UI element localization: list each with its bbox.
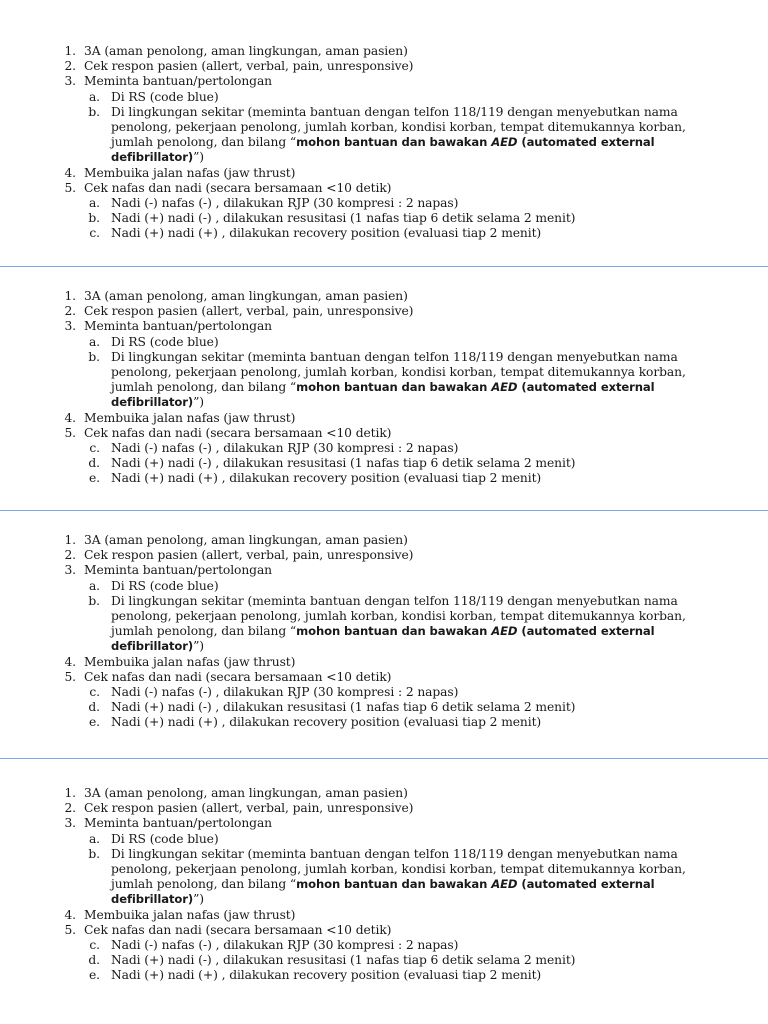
list-item (0, 801, 768, 816)
list-item-text: Membuika jalan nafas (jaw thrust) (84, 410, 296, 425)
list-item-text: Membuika jalan nafas (jaw thrust) (84, 165, 296, 180)
list-item-text: penolong, pekerjaan penolong, jumlah korban, kondisi korban, tempat ditemukannya korban, (111, 609, 686, 623)
list-item-text: Di lingkungan sekitar (meminta bantuan dengan telfon 118/119 dengan menyebutkan nama (111, 349, 678, 364)
list-marker: a. (88, 196, 100, 210)
list-marker: d. (88, 953, 100, 968)
italic-aed-text: AED (491, 877, 518, 892)
section-divider (0, 758, 768, 759)
list-item (0, 304, 768, 319)
list-item-text: Meminta bantuan/pertolongan (84, 74, 272, 89)
list-item-text: Nadi (+) nadi (-) , dilakukan resusitasi (1 nafas tiap 6 detik selama 2 menit) (111, 953, 576, 968)
list-item (0, 44, 768, 59)
list-item-text: penolong, pekerjaan penolong, jumlah korban, kondisi korban, tempat ditemukannya korban, (111, 365, 686, 379)
list-marker: a. (88, 334, 100, 349)
list-marker: a. (88, 89, 100, 104)
plain-text: ”) (193, 395, 204, 410)
list-marker: 2. (64, 801, 76, 816)
list-marker: 4. (64, 907, 76, 922)
list-item-text: Cek respon pasien (allert, verbal, pain, unresponsive) (84, 548, 414, 563)
sub-list-item-continuation (0, 135, 768, 150)
list-marker: 3. (64, 816, 76, 831)
bold-text: defibrillator) (111, 892, 194, 907)
list-item-text: Nadi (-) nafas (-) , dilakukan RJP (30 kompresi : 2 napas) (111, 685, 459, 699)
list-item-text: Di RS (code blue) (111, 334, 219, 349)
sub-list-item-continuation (0, 892, 768, 907)
list-item-text: Nadi (+) nadi (-) , dilakukan resusitasi (1 nafas tiap 6 detik selama 2 menit) (111, 700, 576, 715)
list-item-text: Di lingkungan sekitar (meminta bantuan dengan telfon 118/119 dengan menyebutkan nama (111, 593, 678, 608)
list-marker: 1. (64, 533, 76, 547)
list-marker: d. (88, 456, 100, 471)
list-item-text: Di lingkungan sekitar (meminta bantuan dengan telfon 118/119 dengan menyebutkan nama (111, 846, 678, 861)
list-item-text: penolong, pekerjaan penolong, jumlah korban, kondisi korban, tempat ditemukannya korban, (111, 862, 686, 876)
list-item-text: 3A (aman penolong, aman lingkungan, aman pasien) (84, 44, 408, 58)
sub-list-item-continuation (0, 877, 768, 892)
list-item-text: penolong, pekerjaan penolong, jumlah korban, kondisi korban, tempat ditemukannya korban, (111, 120, 686, 134)
italic-aed-text: AED (491, 135, 518, 150)
sub-list-item (0, 579, 768, 594)
list-item-text: Meminta bantuan/pertolongan (84, 319, 272, 334)
list-marker: 3. (64, 74, 76, 89)
sub-list-item (0, 471, 768, 486)
bold-text: mohon bantuan dan bawakan (296, 624, 492, 639)
list-marker: 5. (64, 180, 76, 195)
list-marker: 5. (64, 669, 76, 684)
plain-text: jumlah penolong, dan bilang “ (111, 877, 297, 892)
list-marker: e. (89, 471, 100, 486)
list-marker: 5. (64, 425, 76, 440)
sub-list-item-continuation (0, 395, 768, 410)
list-item-text (111, 639, 204, 654)
section-divider (0, 510, 768, 511)
bold-request-text (296, 380, 654, 394)
list-marker: c. (89, 938, 100, 952)
list-item-text (111, 135, 655, 150)
list-item-text: Di lingkungan sekitar (meminta bantuan dengan telfon 118/119 dengan menyebutkan nama (111, 104, 678, 119)
list-item-text: Nadi (+) nadi (+) , dilakukan recovery position (evaluasi tiap 2 menit) (111, 968, 542, 983)
list-marker: b. (88, 104, 100, 119)
plain-text: ”) (193, 639, 204, 654)
sub-list-item (0, 715, 768, 730)
list-marker: 3. (64, 563, 76, 578)
list-item (0, 533, 768, 548)
list-marker: 1. (64, 44, 76, 58)
sub-list-item-continuation (0, 120, 768, 135)
sub-list-item (0, 211, 768, 226)
sub-list-item (0, 441, 768, 456)
list-item-text: Cek nafas dan nadi (secara bersamaan <10 detik) (84, 922, 392, 937)
bold-text: defibrillator) (111, 395, 194, 410)
list-item (0, 289, 768, 304)
list-marker: 2. (64, 304, 76, 319)
sub-list-item (0, 938, 768, 953)
sub-list-item (0, 226, 768, 241)
list-item (0, 426, 768, 441)
sub-list-item (0, 832, 768, 847)
list-marker: a. (88, 831, 100, 846)
sub-list-item (0, 456, 768, 471)
sub-list-item (0, 196, 768, 211)
list-item-text (111, 892, 204, 907)
list-marker: c. (89, 441, 100, 455)
list-marker: 3. (64, 319, 76, 334)
sub-list-item-continuation (0, 639, 768, 654)
italic-aed-text: AED (491, 624, 518, 639)
sub-list-item-continuation (0, 150, 768, 165)
list-item-text: Cek respon pasien (allert, verbal, pain, unresponsive) (84, 801, 414, 816)
bold-text: mohon bantuan dan bawakan (296, 380, 492, 395)
bold-text: (automated external (517, 877, 655, 892)
list-marker: 4. (64, 165, 76, 180)
list-item-text (111, 624, 655, 639)
list-marker: d. (88, 700, 100, 715)
list-item-text: Meminta bantuan/pertolongan (84, 816, 272, 831)
sub-list-item (0, 594, 768, 609)
list-item-text: Meminta bantuan/pertolongan (84, 563, 272, 578)
plain-text: ”) (193, 150, 204, 165)
list-marker: e. (89, 715, 100, 730)
sub-list-item-continuation (0, 609, 768, 624)
list-item-text: Nadi (+) nadi (+) , dilakukan recovery position (evaluasi tiap 2 menit) (111, 226, 542, 241)
section-divider (0, 266, 768, 267)
list-item-text: Nadi (+) nadi (-) , dilakukan resusitasi (1 nafas tiap 6 detik selama 2 menit) (111, 456, 576, 471)
list-item (0, 655, 768, 670)
plain-text: jumlah penolong, dan bilang “ (111, 380, 297, 395)
list-marker: a. (88, 578, 100, 593)
list-item-text (111, 380, 655, 395)
list-item-text: Membuika jalan nafas (jaw thrust) (84, 907, 296, 922)
list-item-text: Cek nafas dan nadi (secara bersamaan <10 detik) (84, 425, 392, 440)
list-item-text: 3A (aman penolong, aman lingkungan, aman pasien) (84, 289, 408, 303)
list-marker: b. (88, 349, 100, 364)
sub-list-item (0, 700, 768, 715)
list-item (0, 59, 768, 74)
list-item (0, 670, 768, 685)
list-item (0, 319, 768, 334)
list-item (0, 74, 768, 89)
bold-text: defibrillator) (111, 639, 194, 654)
list-item (0, 563, 768, 578)
list-marker: 1. (64, 289, 76, 303)
list-item (0, 166, 768, 181)
bold-request-text (296, 135, 654, 149)
bold-text: (automated external (517, 624, 655, 639)
sub-list-item (0, 685, 768, 700)
list-marker: 5. (64, 922, 76, 937)
sub-list-item (0, 953, 768, 968)
list-item-text (111, 395, 204, 410)
list-item (0, 411, 768, 426)
list-item-text (111, 877, 655, 892)
list-marker: 2. (64, 548, 76, 563)
sub-list-item-continuation (0, 862, 768, 877)
list-item-text: Di RS (code blue) (111, 578, 219, 593)
sub-list-item (0, 968, 768, 983)
list-item-text (111, 150, 204, 165)
list-item-text: Nadi (-) nafas (-) , dilakukan RJP (30 kompresi : 2 napas) (111, 938, 459, 952)
list-item (0, 923, 768, 938)
sub-list-item (0, 105, 768, 120)
list-marker: c. (89, 226, 100, 241)
bold-text: mohon bantuan dan bawakan (296, 135, 492, 150)
list-marker: b. (88, 593, 100, 608)
list-marker: b. (88, 846, 100, 861)
list-item-text: Nadi (+) nadi (+) , dilakukan recovery position (evaluasi tiap 2 menit) (111, 471, 542, 486)
sub-list-item (0, 350, 768, 365)
list-item-text: Nadi (+) nadi (-) , dilakukan resusitasi (1 nafas tiap 6 detik selama 2 menit) (111, 211, 576, 226)
list-marker: 1. (64, 786, 76, 800)
bold-request-text (296, 877, 654, 891)
list-marker: 4. (64, 654, 76, 669)
list-item-text: Nadi (-) nafas (-) , dilakukan RJP (30 kompresi : 2 napas) (111, 196, 459, 210)
sub-list-item (0, 335, 768, 350)
bold-text: (automated external (517, 380, 655, 395)
plain-text: jumlah penolong, dan bilang “ (111, 135, 297, 150)
sub-list-item (0, 847, 768, 862)
list-item-text: 3A (aman penolong, aman lingkungan, aman pasien) (84, 786, 408, 800)
list-item-text: Nadi (+) nadi (+) , dilakukan recovery position (evaluasi tiap 2 menit) (111, 715, 542, 730)
list-item (0, 181, 768, 196)
list-item-text: Cek nafas dan nadi (secara bersamaan <10 detik) (84, 180, 392, 195)
sub-list-item-continuation (0, 365, 768, 380)
list-item-text: Cek respon pasien (allert, verbal, pain, unresponsive) (84, 304, 414, 319)
list-item-text: Cek respon pasien (allert, verbal, pain, unresponsive) (84, 59, 414, 74)
sub-list-item (0, 90, 768, 105)
bold-text: (automated external (517, 135, 655, 150)
list-item-text: 3A (aman penolong, aman lingkungan, aman pasien) (84, 533, 408, 547)
list-marker: c. (89, 685, 100, 699)
list-marker: 2. (64, 59, 76, 74)
bold-request-text (296, 624, 654, 638)
list-item (0, 908, 768, 923)
bold-text: mohon bantuan dan bawakan (296, 877, 492, 892)
sub-list-item-continuation (0, 380, 768, 395)
plain-text: jumlah penolong, dan bilang “ (111, 624, 297, 639)
list-marker: e. (89, 968, 100, 983)
list-marker: b. (88, 211, 100, 226)
list-item-text: Nadi (-) nafas (-) , dilakukan RJP (30 kompresi : 2 napas) (111, 441, 459, 455)
list-item (0, 786, 768, 801)
italic-aed-text: AED (491, 380, 518, 395)
list-item-text: Di RS (code blue) (111, 89, 219, 104)
list-item-text: Membuika jalan nafas (jaw thrust) (84, 654, 296, 669)
plain-text: ”) (193, 892, 204, 907)
list-item-text: Cek nafas dan nadi (secara bersamaan <10 detik) (84, 669, 392, 684)
list-marker: 4. (64, 410, 76, 425)
list-item (0, 548, 768, 563)
list-item (0, 816, 768, 831)
bold-text: defibrillator) (111, 150, 194, 165)
list-item-text: Di RS (code blue) (111, 831, 219, 846)
sub-list-item-continuation (0, 624, 768, 639)
